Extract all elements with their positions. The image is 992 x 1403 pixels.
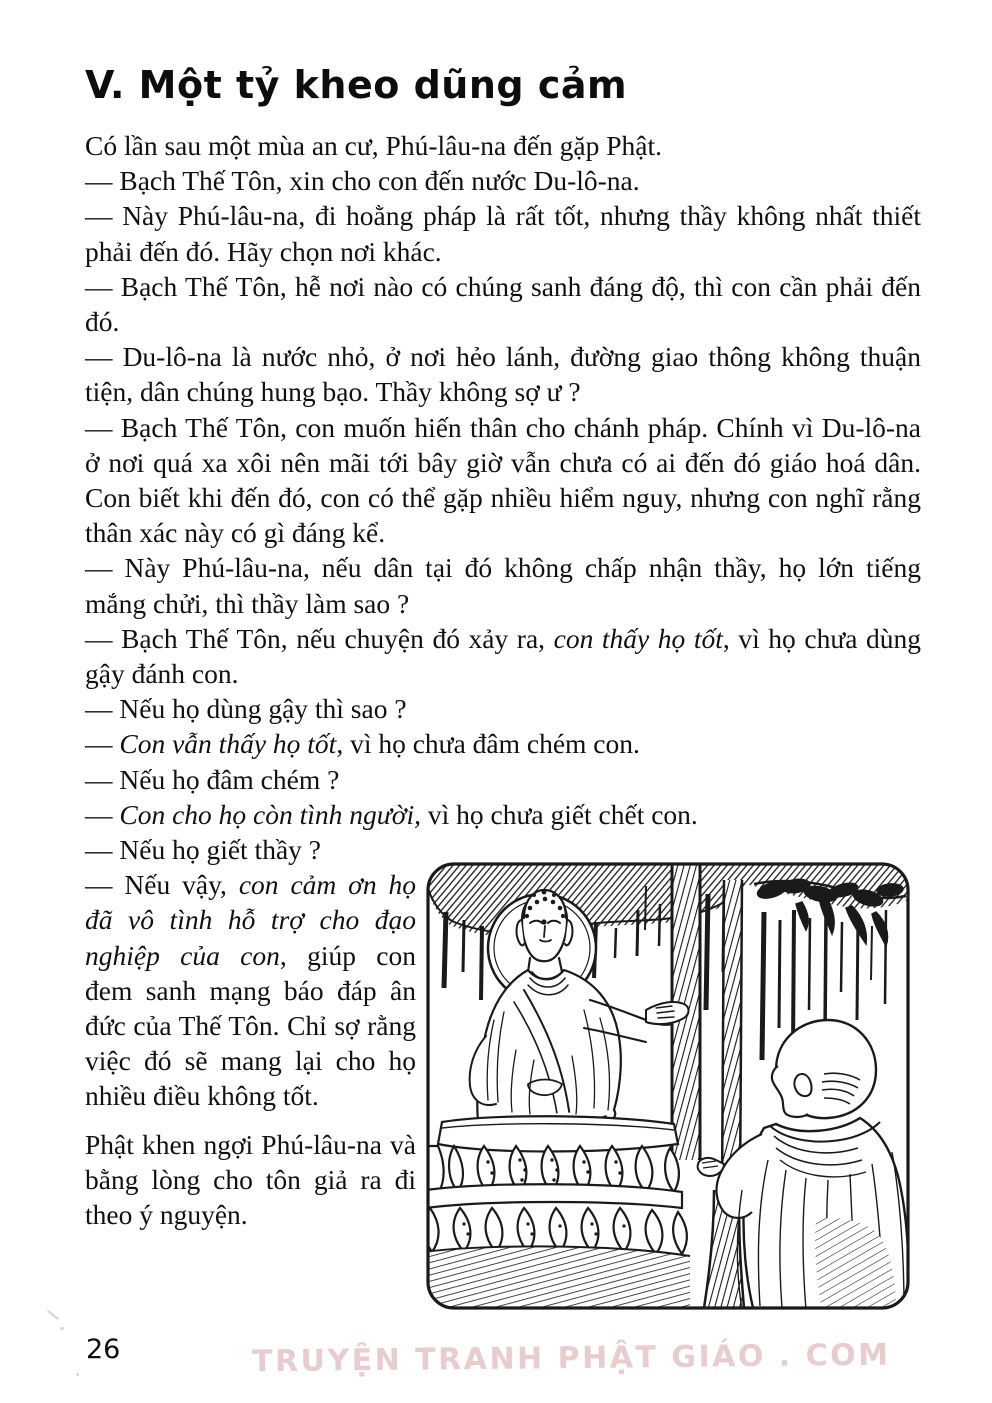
paragraph-13: — Nếu họ giết thầy ? xyxy=(85,834,321,866)
paragraph-8-lead: — Bạch Thế Tôn, nếu chuyện đó xảy ra, xyxy=(85,622,554,654)
scan-speck xyxy=(76,1373,79,1376)
paragraph-1: Có lần sau một mùa an cư, Phú-lâu-na đến gặp Phật. xyxy=(85,130,663,161)
site-watermark: TRUYỆN TRANH PHẬT GIÁO . COM xyxy=(251,1337,891,1380)
paragraph-14-emphasis: con cảm ơn họ đã vô tình hỗ trợ cho đạo nghiệp của con xyxy=(85,869,416,971)
page-title: V. Một tỷ kheo dũng cảm xyxy=(85,63,628,108)
paragraph-10-tail: , vì họ chưa đâm chém con. xyxy=(336,728,640,760)
illustration-text-wrap-spacer xyxy=(416,128,921,1320)
page-number: 26 xyxy=(86,1334,121,1365)
paragraph-14-lead: — Nếu vậy, xyxy=(85,869,239,901)
scan-speck xyxy=(47,1310,59,1320)
scan-speck xyxy=(60,1327,64,1330)
paragraph-14-tail: , giúp con đem sanh mạng báo đáp ân đức của Thế Tôn. Chỉ sợ rằng việc đó sẽ mang lại cho họ nhiều điều không tốt. xyxy=(85,939,416,1112)
paragraph-12-tail: vì họ chưa giết chết con. xyxy=(420,798,698,830)
paragraph-5-text: — Du-lô-na là nước nhỏ, ở nơi hẻo lánh, đường giao thông không thuận tiện, dân chúng hung bạo. Thầy không sợ ư ? xyxy=(85,341,921,408)
paragraph-4-text: — Bạch Thế Tôn, hễ nơi nào có chúng sanh đáng độ, thì con cần phải đến đó. xyxy=(85,270,921,338)
paragraph-15-text: Phật khen ngợi Phú-lâu-na và bằng lòng cho tôn giả ra đi theo ý nguyện. xyxy=(85,1128,416,1231)
paragraph-12-emphasis: Con cho họ còn tình người, xyxy=(119,798,421,830)
paragraph-11: — Nếu họ đâm chém ? xyxy=(85,763,340,795)
paragraph-10-lead: — xyxy=(85,728,120,760)
paragraph-2: — Bạch Thế Tôn, xin cho con đến nước Du-lô-na. xyxy=(85,165,640,197)
paragraph-9: — Nếu họ dùng gậy thì sao ? xyxy=(85,693,407,725)
body-text xyxy=(85,128,921,1320)
paragraph-10-emphasis: Con vẫn thấy họ tốt xyxy=(119,728,337,760)
paragraph-8-emphasis: con thấy họ tốt xyxy=(553,622,723,654)
paragraph-8-tail: , vì họ chưa dùng gậy đánh con. xyxy=(85,622,922,690)
paragraph-7-text: — Này Phú-lâu-na, nếu dân tại đó không chấp nhận thầy, họ lớn tiếng mắng chửi, thì thầy làm sao ? xyxy=(85,552,921,619)
paragraph-12-lead: — xyxy=(85,798,120,830)
paragraph-3-text: — Này Phú-lâu-na, đi hoằng pháp là rất tốt, nhưng thầy không nhất thiết phải đến đó. Hãy chọn nơi khác. xyxy=(85,200,921,267)
paragraph-6-text: — Bạch Thế Tôn, con muốn hiến thân cho chánh pháp. Chính vì Du-lô-na ở nơi quá xa xôi nên mãi tới bây giờ vẫn chưa có ai đến đó giáo hoá dân. Con biết khi đến đó, con có thể gặp nhiều hiểm nguy, nhưng con nghĩ rằng thân xác này có gì đáng kể. xyxy=(85,411,921,549)
